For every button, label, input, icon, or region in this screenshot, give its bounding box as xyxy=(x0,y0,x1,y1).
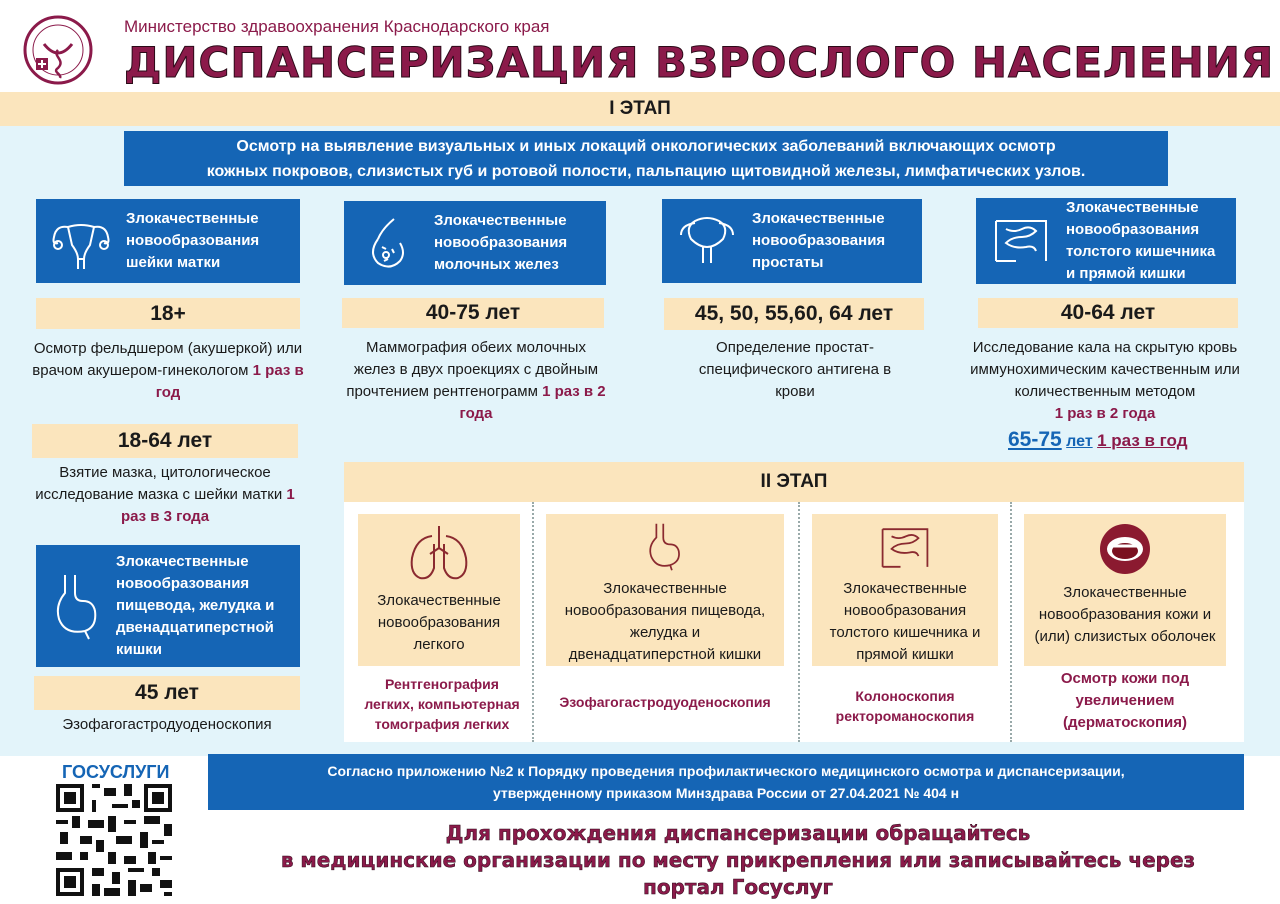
legal-note xyxy=(208,754,1244,810)
card-colon xyxy=(976,198,1236,284)
cta-line-1: Для прохождения диспансеризации обращайтесь xyxy=(445,821,1031,845)
stage2-colon-method: Колоноскопия ректороманоскопия xyxy=(835,688,975,724)
intro-line-2: кожных покровов, слизистых губ и ротовой полости, пальпацию щитовидной железы, лимфатических узлов. xyxy=(206,163,1086,180)
uterus-icon xyxy=(36,209,126,273)
stage2-colon-label: Злокачественные новообразования толстого кишечника и прямой кишки xyxy=(829,580,981,663)
desc-cervical-text: Осмотр фельдшером (акушеркой) или врачом акушером-гинекологом xyxy=(32,340,303,379)
card-cervical xyxy=(36,199,300,283)
breast-icon xyxy=(344,213,434,273)
intestine-icon xyxy=(976,209,1066,273)
stage2-skin-card xyxy=(1024,514,1226,666)
age-prostate xyxy=(664,298,924,330)
desc-colon-text: Исследование кала на скрытую кровь иммунохимическим качественным или количественным методом xyxy=(970,339,1240,400)
freq-cervical: 1 раз в год xyxy=(155,362,304,401)
age-colon-value: 40-64 лет xyxy=(1060,301,1156,324)
stage2-lung-card xyxy=(358,514,520,666)
age-cervical-value: 18+ xyxy=(150,301,186,325)
card-prostate-label: Злокачественные новообразования простаты xyxy=(752,210,886,271)
age-smear xyxy=(32,424,298,458)
desc-esophagus: Эзофагогастродуоденоскопия xyxy=(62,716,272,733)
age-breast-value: 40-75 лет xyxy=(425,301,521,324)
separator xyxy=(798,502,800,742)
desc-cervical xyxy=(30,338,306,404)
desc-breast-text: Маммография обеих молочных желез в двух проекциях с двойным прочтением рентгенограмм xyxy=(346,339,599,400)
card-esophagus xyxy=(36,545,300,667)
desc-breast xyxy=(344,337,608,425)
age-esophagus-value: 45 лет xyxy=(135,681,199,704)
freq-extra: 1 раз в год xyxy=(1097,431,1188,450)
stage2-panel xyxy=(344,462,1244,742)
age-extra-range: 65-75 xyxy=(1008,428,1062,451)
card-colon-label: Злокачественные новообразования толстого кишечника и прямой кишки xyxy=(1066,199,1216,282)
freq-smear: 1 раз в 3 года xyxy=(120,486,295,525)
desc-smear-text: Взятие мазка, цитологическое исследование мазка с шейки матки xyxy=(35,464,283,503)
stage2-skin-label: Злокачественные новообразования кожи и (или) слизистых оболочек xyxy=(1034,584,1216,645)
separator xyxy=(532,502,534,742)
desc-prostate: Определение простат-специфического антигена в крови xyxy=(698,339,892,400)
separator xyxy=(1010,502,1012,742)
age-cervical xyxy=(36,298,300,329)
intro-line-1: Осмотр на выявление визуальных и иных локаций онкологических заболеваний включающих осмотр xyxy=(236,138,1056,155)
card-breast xyxy=(344,201,606,285)
age-colon xyxy=(978,298,1238,328)
qr-code-icon[interactable] xyxy=(56,784,172,896)
card-breast-label: Злокачественные новообразования молочных желез xyxy=(434,212,568,273)
stage1-header xyxy=(0,92,1280,126)
legal-note-line-2: утвержденному приказом Минздрава России от 27.04.2021 № 404 н xyxy=(492,785,960,801)
age-breast xyxy=(342,298,604,328)
prostate-icon xyxy=(662,213,752,269)
gosuslugi-label: ГОСУСЛУГИ xyxy=(62,762,170,782)
stage2-label: II ЭТАП xyxy=(760,471,828,492)
stage2-lung-method: Рентгенография легких, компьютерная томография легких xyxy=(364,676,520,732)
cta-line-2: в медицинские организации по месту прикрепления или записывайтесь через xyxy=(280,848,1196,872)
stage2-stomach-label: Злокачественные новообразования пищевода, желудка и двенадцатиперстной кишки xyxy=(564,580,766,663)
lungs-icon xyxy=(406,522,472,584)
legal-note-line-1: Согласно приложению №2 к Порядку проведения профилактического медицинского осмотра и диспансеризации, xyxy=(327,763,1125,779)
desc-colon xyxy=(952,337,1258,425)
stage2-stomach-card xyxy=(546,514,784,666)
stage1-intro xyxy=(124,131,1168,186)
card-cervical-label: Злокачественные новообразования шейки матки xyxy=(126,210,260,271)
freq-colon: 1 раз в 2 года xyxy=(1054,405,1156,422)
ministry-logo xyxy=(22,14,94,86)
cta-line-3: портал Госуслуг xyxy=(643,875,833,899)
stage2-skin-method: Осмотр кожи под увеличением (дерматоскопия) xyxy=(1060,670,1190,731)
card-prostate xyxy=(662,199,922,283)
age-esophagus xyxy=(34,676,300,710)
ministry-name: Министерство здравоохранения Краснодарского края xyxy=(124,17,550,36)
desc-smear xyxy=(32,462,298,528)
stage2-lung-label: Злокачественные новообразования легкого xyxy=(377,592,501,653)
freq-breast: 1 раз в 2 года xyxy=(459,383,606,422)
age-extra xyxy=(1008,428,1188,452)
stage2-colon-card xyxy=(812,514,998,666)
stage2-header xyxy=(344,462,1244,502)
age-extra-unit: лет xyxy=(1066,433,1093,450)
page-title: ДИСПАНСЕРИЗАЦИЯ ВЗРОСЛОГО НАСЕЛЕНИЯ xyxy=(124,38,1275,87)
age-prostate-value: 45, 50, 55,60, 64 лет xyxy=(694,302,894,325)
stage2-stomach-method: Эзофагогастродуоденоскопия xyxy=(559,694,771,710)
stage1-label: I ЭТАП xyxy=(609,98,671,119)
mouth-icon xyxy=(1098,522,1152,576)
intestine-icon xyxy=(872,522,938,574)
stomach-icon xyxy=(36,571,116,641)
age-smear-value: 18-64 лет xyxy=(117,429,213,452)
card-esophagus-label: Злокачественные новообразования пищевода, желудка и двенадцатиперстной кишки xyxy=(116,553,275,658)
stomach-icon xyxy=(643,522,687,572)
call-to-action xyxy=(208,820,1268,901)
